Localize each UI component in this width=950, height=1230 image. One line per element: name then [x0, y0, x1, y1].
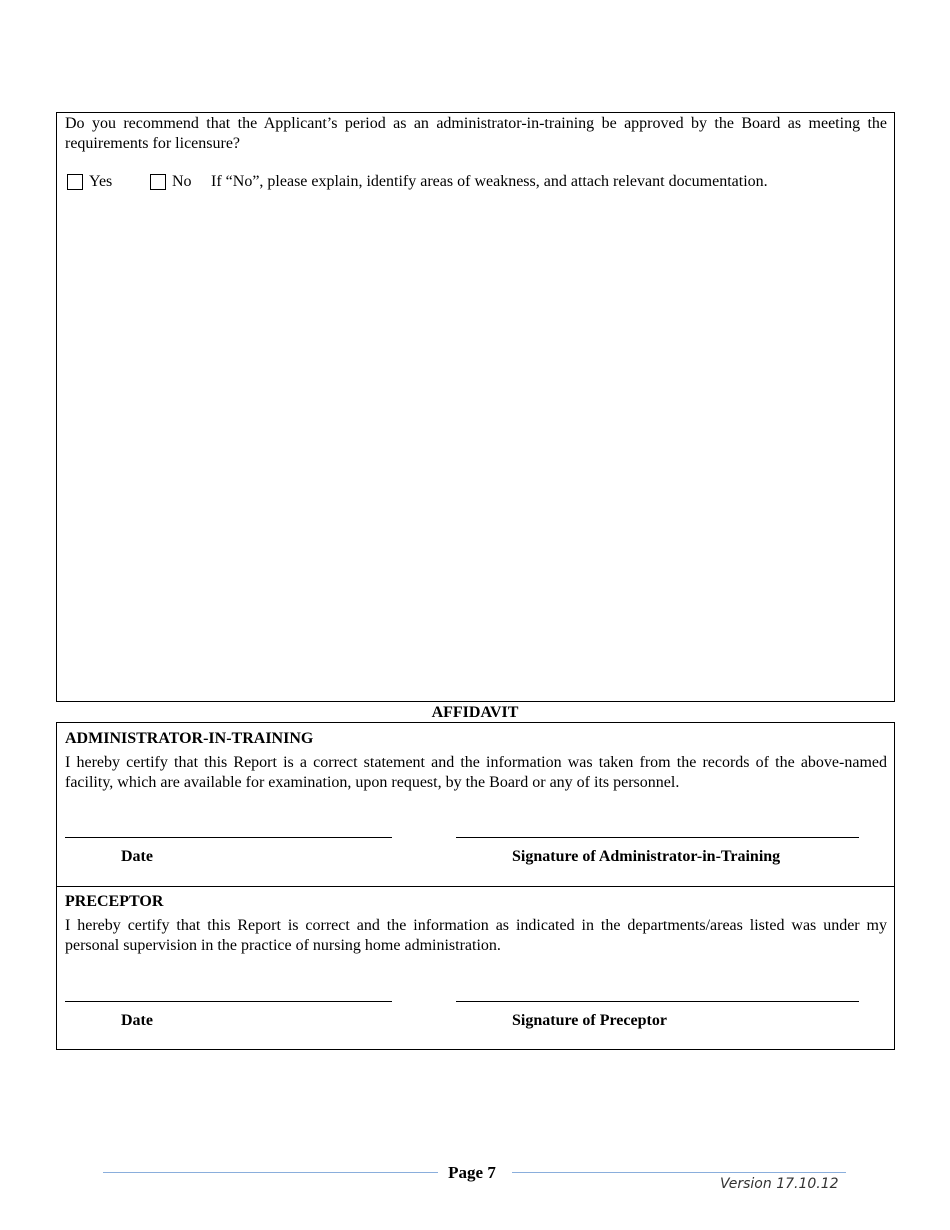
explanation-area[interactable]	[65, 203, 887, 693]
affidavit-title: AFFIDAVIT	[431, 704, 519, 721]
yes-label: Yes	[89, 173, 113, 190]
yes-checkbox[interactable]	[67, 174, 83, 190]
ait-signature-label: Signature of Administrator-in-Training	[512, 848, 781, 865]
no-checkbox[interactable]	[150, 174, 166, 190]
preceptor-date-label: Date	[121, 1012, 153, 1029]
recommendation-question: Do you recommend that the Applicant’s period as an administrator-in-training be approved by the Board as meeting the requirements for licensure?	[65, 115, 887, 152]
footer-rule-left	[103, 1172, 438, 1173]
no-label: No	[172, 173, 192, 190]
footer-rule-right	[512, 1172, 846, 1173]
ait-date-line[interactable]	[65, 837, 392, 838]
preceptor-signature-line[interactable]	[456, 1001, 859, 1002]
ait-statement: I hereby certify that this Report is a correct statement and the information was taken from the records of the above-named facility, which are available for examination, upon request, by the Board or any of its personnel.	[65, 754, 887, 791]
preceptor-statement: I hereby certify that this Report is correct and the information as indicated in the departments/areas listed was under my personal supervision in the practice of nursing home administration.	[65, 917, 887, 954]
ait-affidavit-section	[56, 722, 895, 887]
explain-instruction: If “No”, please explain, identify areas of weakness, and attach relevant documentation.	[211, 173, 768, 190]
ait-date-label: Date	[121, 848, 153, 865]
preceptor-heading: PRECEPTOR	[65, 893, 164, 910]
preceptor-date-line[interactable]	[65, 1001, 392, 1002]
ait-heading: ADMINISTRATOR-IN-TRAINING	[65, 730, 314, 747]
preceptor-signature-label: Signature of Preceptor	[512, 1012, 667, 1029]
version-label: Version 17.10.12	[720, 1176, 839, 1192]
preceptor-affidavit-section	[56, 886, 895, 1050]
page-number: Page 7	[448, 1163, 496, 1182]
ait-signature-line[interactable]	[456, 837, 859, 838]
recommendation-section	[56, 112, 895, 702]
